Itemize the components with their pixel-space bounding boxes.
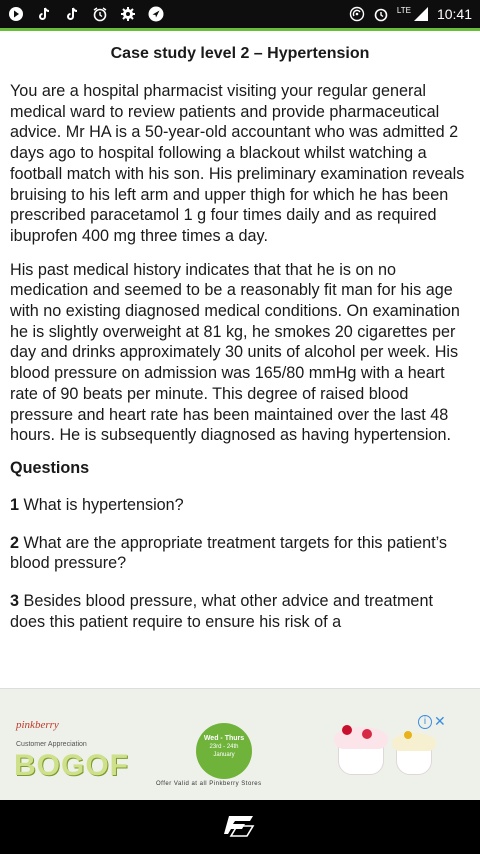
question-text: What are the appropriate treatment targets for this patient’s blood pressure? bbox=[10, 533, 448, 573]
question-text: What is hypertension? bbox=[23, 495, 184, 514]
status-bar bbox=[0, 0, 480, 28]
question-number: 2 bbox=[10, 533, 20, 552]
question-3 bbox=[10, 591, 470, 632]
question-1 bbox=[10, 495, 470, 516]
play-icon bbox=[8, 6, 24, 22]
questions-heading: Questions bbox=[10, 458, 90, 477]
ad-brand-logo: pinkberry bbox=[16, 719, 59, 731]
signal-icon bbox=[413, 6, 429, 22]
system-icons bbox=[349, 6, 472, 22]
tiktok-icon bbox=[36, 6, 52, 22]
ad-close-icon[interactable]: ✕ bbox=[434, 713, 446, 729]
ad-badge-days: Wed - Thurs bbox=[203, 735, 245, 742]
ad-date-badge bbox=[196, 723, 252, 779]
question-text: Besides blood pressure, what other advice and treatment does this patient require to ensure his risk of a bbox=[10, 592, 433, 631]
settings-icon bbox=[120, 6, 136, 22]
ad-badge-month: January bbox=[213, 752, 235, 758]
network-type: LTE bbox=[396, 5, 411, 15]
home-logo-icon[interactable] bbox=[223, 812, 257, 843]
notification-icons bbox=[8, 6, 164, 22]
question-number: 3 bbox=[10, 592, 20, 611]
document-view[interactable] bbox=[0, 31, 480, 685]
alarm-icon bbox=[92, 6, 108, 22]
ad-banner[interactable] bbox=[0, 688, 480, 800]
ad-offer-text: Offer Valid at all Pinkberry Stores bbox=[156, 781, 262, 787]
ad-headline: BOGOF bbox=[14, 749, 129, 782]
ad-subtitle: Customer Appreciation bbox=[16, 741, 87, 748]
question-number: 1 bbox=[10, 495, 20, 514]
alarm-icon bbox=[373, 6, 389, 22]
clock: 10:41 bbox=[436, 6, 472, 22]
page-title: Case study level 2 – Hypertension bbox=[110, 45, 370, 62]
question-2 bbox=[10, 533, 470, 574]
ad-badge-dates: 23rd - 24th bbox=[209, 744, 239, 750]
nfc-icon bbox=[349, 6, 365, 22]
case-paragraph-1: You are a hospital pharmacist visiting your regular general medical ward to review patients and provide pharmaceutical advice. Mr HA is a 50-year-old accountant who was admitted 2 days ago to hospital following a blackout whilst watching a football match with his son. His preliminary examination reveals bruising to his left arm and upper thigh for which he has been prescribed paracetamol 1 g four times daily and as required ibuprofen 400 mg three times a day. bbox=[10, 82, 465, 245]
navigation-icon bbox=[148, 6, 164, 22]
tiktok-icon bbox=[64, 6, 80, 22]
ad-info-icon[interactable]: i bbox=[418, 715, 432, 729]
case-paragraph-2: His past medical history indicates that that he is on no medication and seemed to be a reasonably fit man for his age with no existing diagnosed medical conditions. On examination he is slightly overweight at 81 kg, he smokes 20 cigarettes per day and drinks approximately 30 units of alcohol per week. His blood pressure on admission was 165/80 mmHg with a heart rate of 90 beats per minute. This degree of raised blood pressure and heart rate has been maintained over the last 48 hours. He is subsequently diagnosed as having hypertension. bbox=[10, 260, 460, 445]
navigation-bar bbox=[0, 800, 480, 854]
